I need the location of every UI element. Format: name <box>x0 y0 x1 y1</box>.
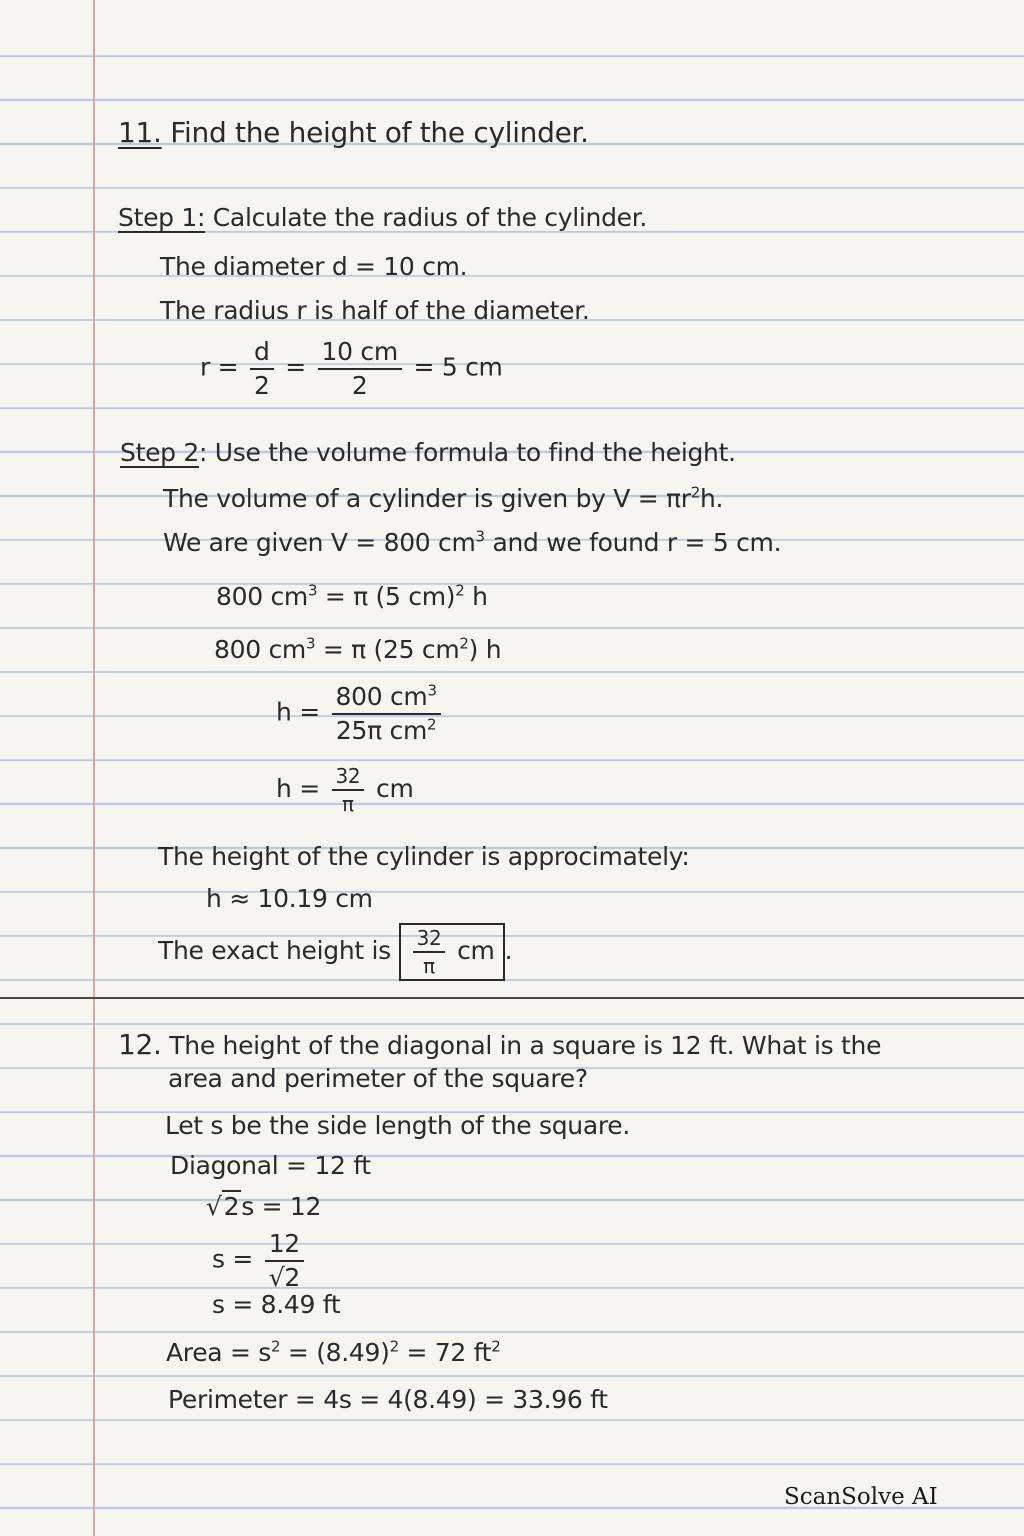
equals-sign: = <box>285 352 306 382</box>
fraction-denominator <box>265 1262 304 1292</box>
fraction-32-over-pi <box>413 927 446 977</box>
exponent: 2 <box>459 634 469 653</box>
fraction-32-over-pi <box>332 765 365 815</box>
problem-12-heading <box>118 1028 881 1061</box>
fraction-denominator: π <box>342 792 354 816</box>
approx-line: The height of the cylinder is approcimately: <box>158 842 690 871</box>
height-lhs: h = <box>276 697 320 727</box>
exponent: 2 <box>427 714 437 733</box>
s-lhs: s = <box>212 1244 254 1274</box>
let-line: Let s be the side length of the square. <box>165 1111 630 1140</box>
area-part-a: Area = s <box>166 1338 271 1367</box>
exponent: 2 <box>389 1337 399 1356</box>
problem-12-question-1: The height of the diagonal in a square is 12 ft. What is the <box>169 1031 882 1060</box>
problem-12-number: 12. <box>118 1028 162 1061</box>
volume-formula-text: The volume of a cylinder is given by V = πr <box>163 484 691 513</box>
approx-value: h ≈ 10.19 cm <box>206 884 373 913</box>
volume-formula-end: h. <box>700 484 724 513</box>
eq2-part-a: 800 cm <box>214 635 306 664</box>
step-1-text: Calculate the radius of the cylinder. <box>212 203 648 232</box>
exact-prefix: The exact height is <box>158 936 391 965</box>
s-value: s = 8.49 ft <box>212 1290 341 1319</box>
step-2 <box>120 438 736 467</box>
radius-eq-lhs: r = <box>200 352 239 382</box>
radicand: 2 <box>223 1192 240 1221</box>
square-root: √2 <box>206 1192 240 1221</box>
radicand: 2 <box>284 1262 300 1292</box>
problem-12-question-2: area and perimeter of the square? <box>168 1064 588 1093</box>
denominator-text: 25π cm <box>335 715 428 745</box>
root-equation <box>206 1192 321 1221</box>
area-part-b: = (8.49) <box>280 1338 390 1367</box>
fraction-numerator: d <box>250 338 274 370</box>
exponent: 3 <box>475 527 485 546</box>
height-equation-fraction <box>276 683 445 744</box>
problem-11-number: 11. <box>118 116 162 149</box>
fraction-denominator: 2 <box>351 370 368 400</box>
exponent: 3 <box>307 581 318 600</box>
margin-line <box>93 0 95 1536</box>
fraction-800-over-25pi <box>332 683 441 744</box>
equation-1 <box>216 582 488 611</box>
step-1-label: Step 1: <box>118 203 206 232</box>
root-eq-rest: s = 12 <box>241 1192 322 1221</box>
radius-line: The radius r is half of the diameter. <box>160 296 590 325</box>
height-lhs: h = <box>276 774 320 803</box>
perimeter-line: Perimeter = 4s = 4(8.49) = 33.96 ft <box>168 1385 608 1414</box>
square-root: √2 <box>268 1262 300 1292</box>
unit-text: cm <box>376 774 414 803</box>
step-1 <box>118 203 647 232</box>
unit-text: cm <box>457 936 495 965</box>
problem-11-title: Find the height of the cylinder. <box>170 116 589 149</box>
fraction-numerator: 32 <box>332 765 365 791</box>
exponent: 2 <box>271 1337 281 1356</box>
exponent: 2 <box>690 483 700 502</box>
fraction-12-over-root2 <box>265 1230 304 1291</box>
numerator-text: 800 cm <box>335 682 428 711</box>
area-part-c: = 72 ft <box>398 1338 492 1367</box>
diameter-line: The diameter d = 10 cm. <box>160 252 468 281</box>
fraction-10cm-over-2 <box>318 338 402 399</box>
volume-formula-line <box>163 484 723 513</box>
equation-2 <box>214 635 501 664</box>
exponent: 2 <box>455 581 465 600</box>
eq1-part-c: h <box>464 582 488 611</box>
fraction-denominator: π <box>423 954 435 978</box>
fraction-numerator: 10 cm <box>318 338 402 370</box>
fraction-denominator <box>332 715 440 745</box>
fraction-numerator: 12 <box>265 1230 304 1262</box>
height-equation-simplified <box>276 765 414 815</box>
radius-result: = 5 cm <box>413 352 503 382</box>
fraction-denominator: 2 <box>253 370 270 400</box>
eq2-part-c: ) h <box>468 635 502 664</box>
diagonal-line: Diagonal = 12 ft <box>170 1151 371 1180</box>
period: . <box>504 936 513 965</box>
brand-watermark: ScanSolve AI <box>784 1484 938 1510</box>
radius-equation <box>200 338 503 399</box>
eq1-part-b: = π (5 cm) <box>317 582 456 611</box>
given-text-a: We are given V = 800 cm <box>163 528 476 557</box>
exponent: 3 <box>305 634 316 653</box>
exponent: 3 <box>427 681 437 700</box>
given-text-b: and we found r = 5 cm. <box>484 528 782 557</box>
step-2-label: Step 2 <box>120 438 199 467</box>
eq2-part-b: = π (25 cm <box>315 635 460 664</box>
given-line <box>163 528 781 557</box>
fraction-numerator: 32 <box>413 927 446 953</box>
eq1-part-a: 800 cm <box>216 582 308 611</box>
section-divider <box>0 997 1024 999</box>
exponent: 2 <box>491 1337 501 1356</box>
area-line <box>166 1338 500 1367</box>
fraction-d-over-2 <box>250 338 274 399</box>
problem-11-heading <box>118 116 589 149</box>
step-2-text: : Use the volume formula to find the height. <box>198 438 736 467</box>
exact-height-line <box>158 923 512 981</box>
fraction-numerator <box>332 683 441 715</box>
boxed-answer <box>399 923 505 981</box>
s-fraction-equation <box>212 1230 308 1291</box>
